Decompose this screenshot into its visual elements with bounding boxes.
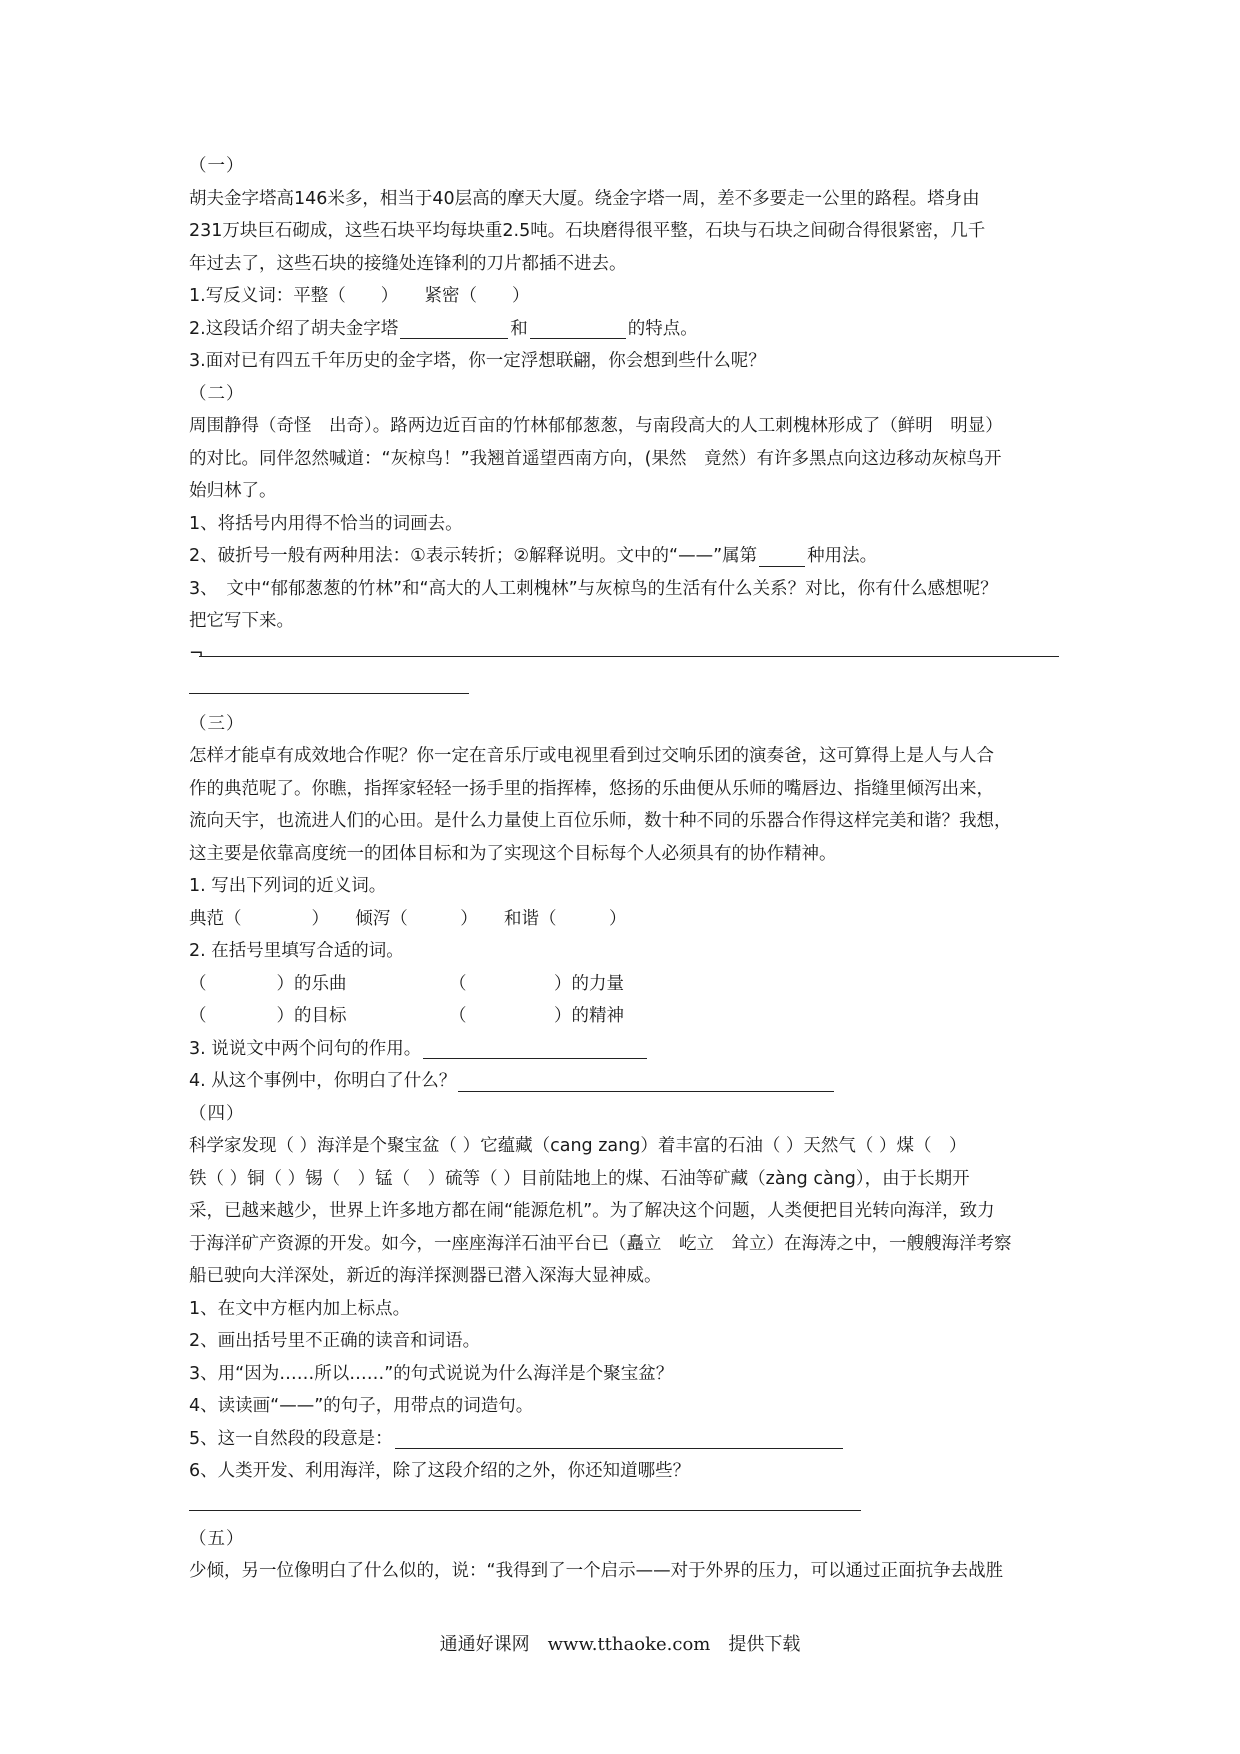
question-text: 2.这段话介绍了胡夫金字塔 [189, 318, 399, 339]
section-4-heading: （四） [189, 1103, 245, 1124]
question-text: 2、破折号一般有两种用法：①表示转折；②解释说明。文中的“——”属第 [189, 546, 758, 566]
section-5-heading: （五） [189, 1528, 245, 1549]
section-4-question-3: 3、用“因为……所以……”的句式说说为什么海洋是个聚宝盆？ [189, 1363, 674, 1384]
answer-line[interactable] [189, 1510, 861, 1511]
section-2-para-line: 的对比。同伴忽然喊道：“灰椋鸟！”我翘首遥望西南方向，(果然 竟然）有许多黑点向这边移动灰椋鸟开 [189, 448, 1002, 469]
section-1-para-line: 231万块巨石砌成，这些石块平均每块重2.5吨。石块磨得很平整，石块与石块之间砌合得很紧密，几千 [189, 221, 986, 241]
answer-line-row [189, 638, 1059, 673]
section-5-para-line: 少倾，另一位像明白了什么似的，说：“我得到了一个启示——对于外界的压力，可以通过正面抗争去战胜 [189, 1561, 1004, 1581]
answer-blank[interactable] [395, 1428, 843, 1449]
section-1-question-3: 3.面对已有四五千年历史的金字塔，你一定浮想联翩，你会想到些什么呢？ [189, 351, 766, 371]
section-3-question-1: 1. 写出下列词的近义词。 [189, 876, 387, 896]
section-2-question-1: 1、将括号内用得不恰当的词画去。 [189, 513, 463, 534]
fill-item: （ ）的目标 [189, 1006, 347, 1026]
section-4-question-4: 4、读读画“——”的句子，用带点的词造句。 [189, 1396, 534, 1416]
section-3-question-3 [189, 1033, 1059, 1066]
answer-blank[interactable] [458, 1071, 834, 1092]
section-3-para-line: 这主要是依靠高度统一的团体目标和为了实现这个目标每个人必须具有的协作精神。 [189, 843, 837, 864]
section-4-question-1: 1、在文中方框内加上标点。 [189, 1298, 411, 1319]
page-footer: 通通好课网 www.tthaoke.com 提供下载 [439, 1634, 801, 1655]
section-3-para-line: 怎样才能卓有成效地合作呢？你一定在音乐厅或电视里看到过交响乐团的演奏爸，这可算得上是人与人合 [189, 746, 994, 766]
section-1-question-1: 1.写反义词：平整（ ） 紧密（ ） [189, 286, 530, 306]
section-1-para-line: 胡夫金字塔高146米多，相当于40层高的摩天大厦。绕金字塔一周，差不多要走一公里的路程。塔身由 [189, 188, 980, 209]
section-4-para-line: 于海洋矿产资源的开发。如今，一座座海洋石油平台已（矗立 屹立 耸立）在海涛之中，一艘艘海洋考察 [189, 1233, 1012, 1254]
question-text: 和 [510, 318, 528, 339]
section-3-para-line: 流向天宇，也流进人们的心田。是什么力量使上百位乐师，数十种不同的乐器合作得这样完美和谐？我想， [189, 811, 1012, 831]
answer-blank[interactable] [530, 318, 626, 339]
section-1-para-line: 年过去了，这些石块的接缝处连锋利的刀片都插不进去。 [189, 253, 627, 274]
worksheet-page [189, 150, 1059, 1588]
section-4-para-line: 铁（ ）铜（ ）锡（ ）锰（ ）硫等（ ）目前陆地上的煤、石油等矿藏（zàng càng），由于长期开 [189, 1168, 970, 1189]
corner-mark: ¬ [189, 643, 204, 664]
section-3-para-line: 作的典范呢了。你瞧，指挥家轻轻一扬手里的指挥棒，悠扬的乐曲便从乐师的嘴唇边、指缝里倾泻出来， [189, 778, 994, 799]
section-4-para-line: 采，已越来越少，世界上许多地方都在闹“能源危机”。为了解决这个问题，人类便把目光转向海洋，致力 [189, 1201, 995, 1221]
section-3-question-1-words: 典范（ ） 倾泻（ ） 和谐（ ） [189, 908, 627, 929]
section-4-para-line: 科学家发现（ ）海洋是个聚宝盆（ ）它蕴藏（cang zang）着丰富的石油（ ）天然气（ ）煤（ ） [189, 1136, 967, 1156]
section-2-question-3: 3、 文中“郁郁葱葱的竹林”和“高大的人工刺槐林”与灰椋鸟的生活有什么关系？对比，你有什么感想呢？ [189, 578, 998, 599]
section-4-question-5 [189, 1423, 1059, 1456]
section-2-question-3-cont: 把它写下来。 [189, 611, 294, 631]
answer-line-row [189, 673, 1059, 708]
question-text: 种用法。 [807, 546, 878, 566]
fill-item: （ ）的乐曲 [189, 973, 347, 994]
question-text: 的特点。 [627, 318, 698, 339]
answer-line[interactable] [189, 693, 469, 694]
section-2-para-line: 始归林了。 [189, 481, 277, 501]
section-3-question-2: 2. 在括号里填写合适的词。 [189, 941, 404, 961]
answer-blank[interactable] [400, 318, 508, 339]
answer-blank[interactable] [759, 546, 805, 567]
fill-item: （ ）的精神 [449, 1006, 624, 1026]
section-4-question-2: 2、画出括号里不正确的读音和词语。 [189, 1331, 481, 1351]
section-3-fill-row [189, 1000, 1059, 1033]
section-3-question-4 [189, 1065, 1059, 1098]
answer-line[interactable] [199, 656, 1059, 657]
section-3-fill-row [189, 968, 1059, 1001]
answer-blank[interactable] [423, 1038, 647, 1059]
section-2-para-line: 周围静得（奇怪 出奇）。路两边近百亩的竹林郁郁葱葱，与南段高大的人工刺槐林形成了（鲜明 明显） [189, 416, 1003, 436]
section-4-question-6: 6、人类开发、利用海洋，除了这段介绍的之外，你还知道哪些？ [189, 1461, 691, 1481]
section-1-question-2 [189, 313, 1059, 346]
section-2-question-2 [189, 540, 1059, 573]
section-4-para-line: 船已驶向大洋深处，新近的海洋探测器已潜入深海大显神威。 [189, 1266, 662, 1286]
section-2-heading: （二） [189, 383, 245, 404]
question-text: 5、这一自然段的段意是： [189, 1428, 393, 1449]
question-text: 4. 从这个事例中，你明白了什么？ [189, 1071, 457, 1091]
fill-item: （ ）的力量 [449, 973, 624, 994]
answer-line-row [189, 1488, 1059, 1523]
section-3-heading: （三） [189, 713, 245, 734]
question-text: 3. 说说文中两个问句的作用。 [189, 1038, 422, 1059]
section-1-heading: （一） [189, 156, 245, 176]
